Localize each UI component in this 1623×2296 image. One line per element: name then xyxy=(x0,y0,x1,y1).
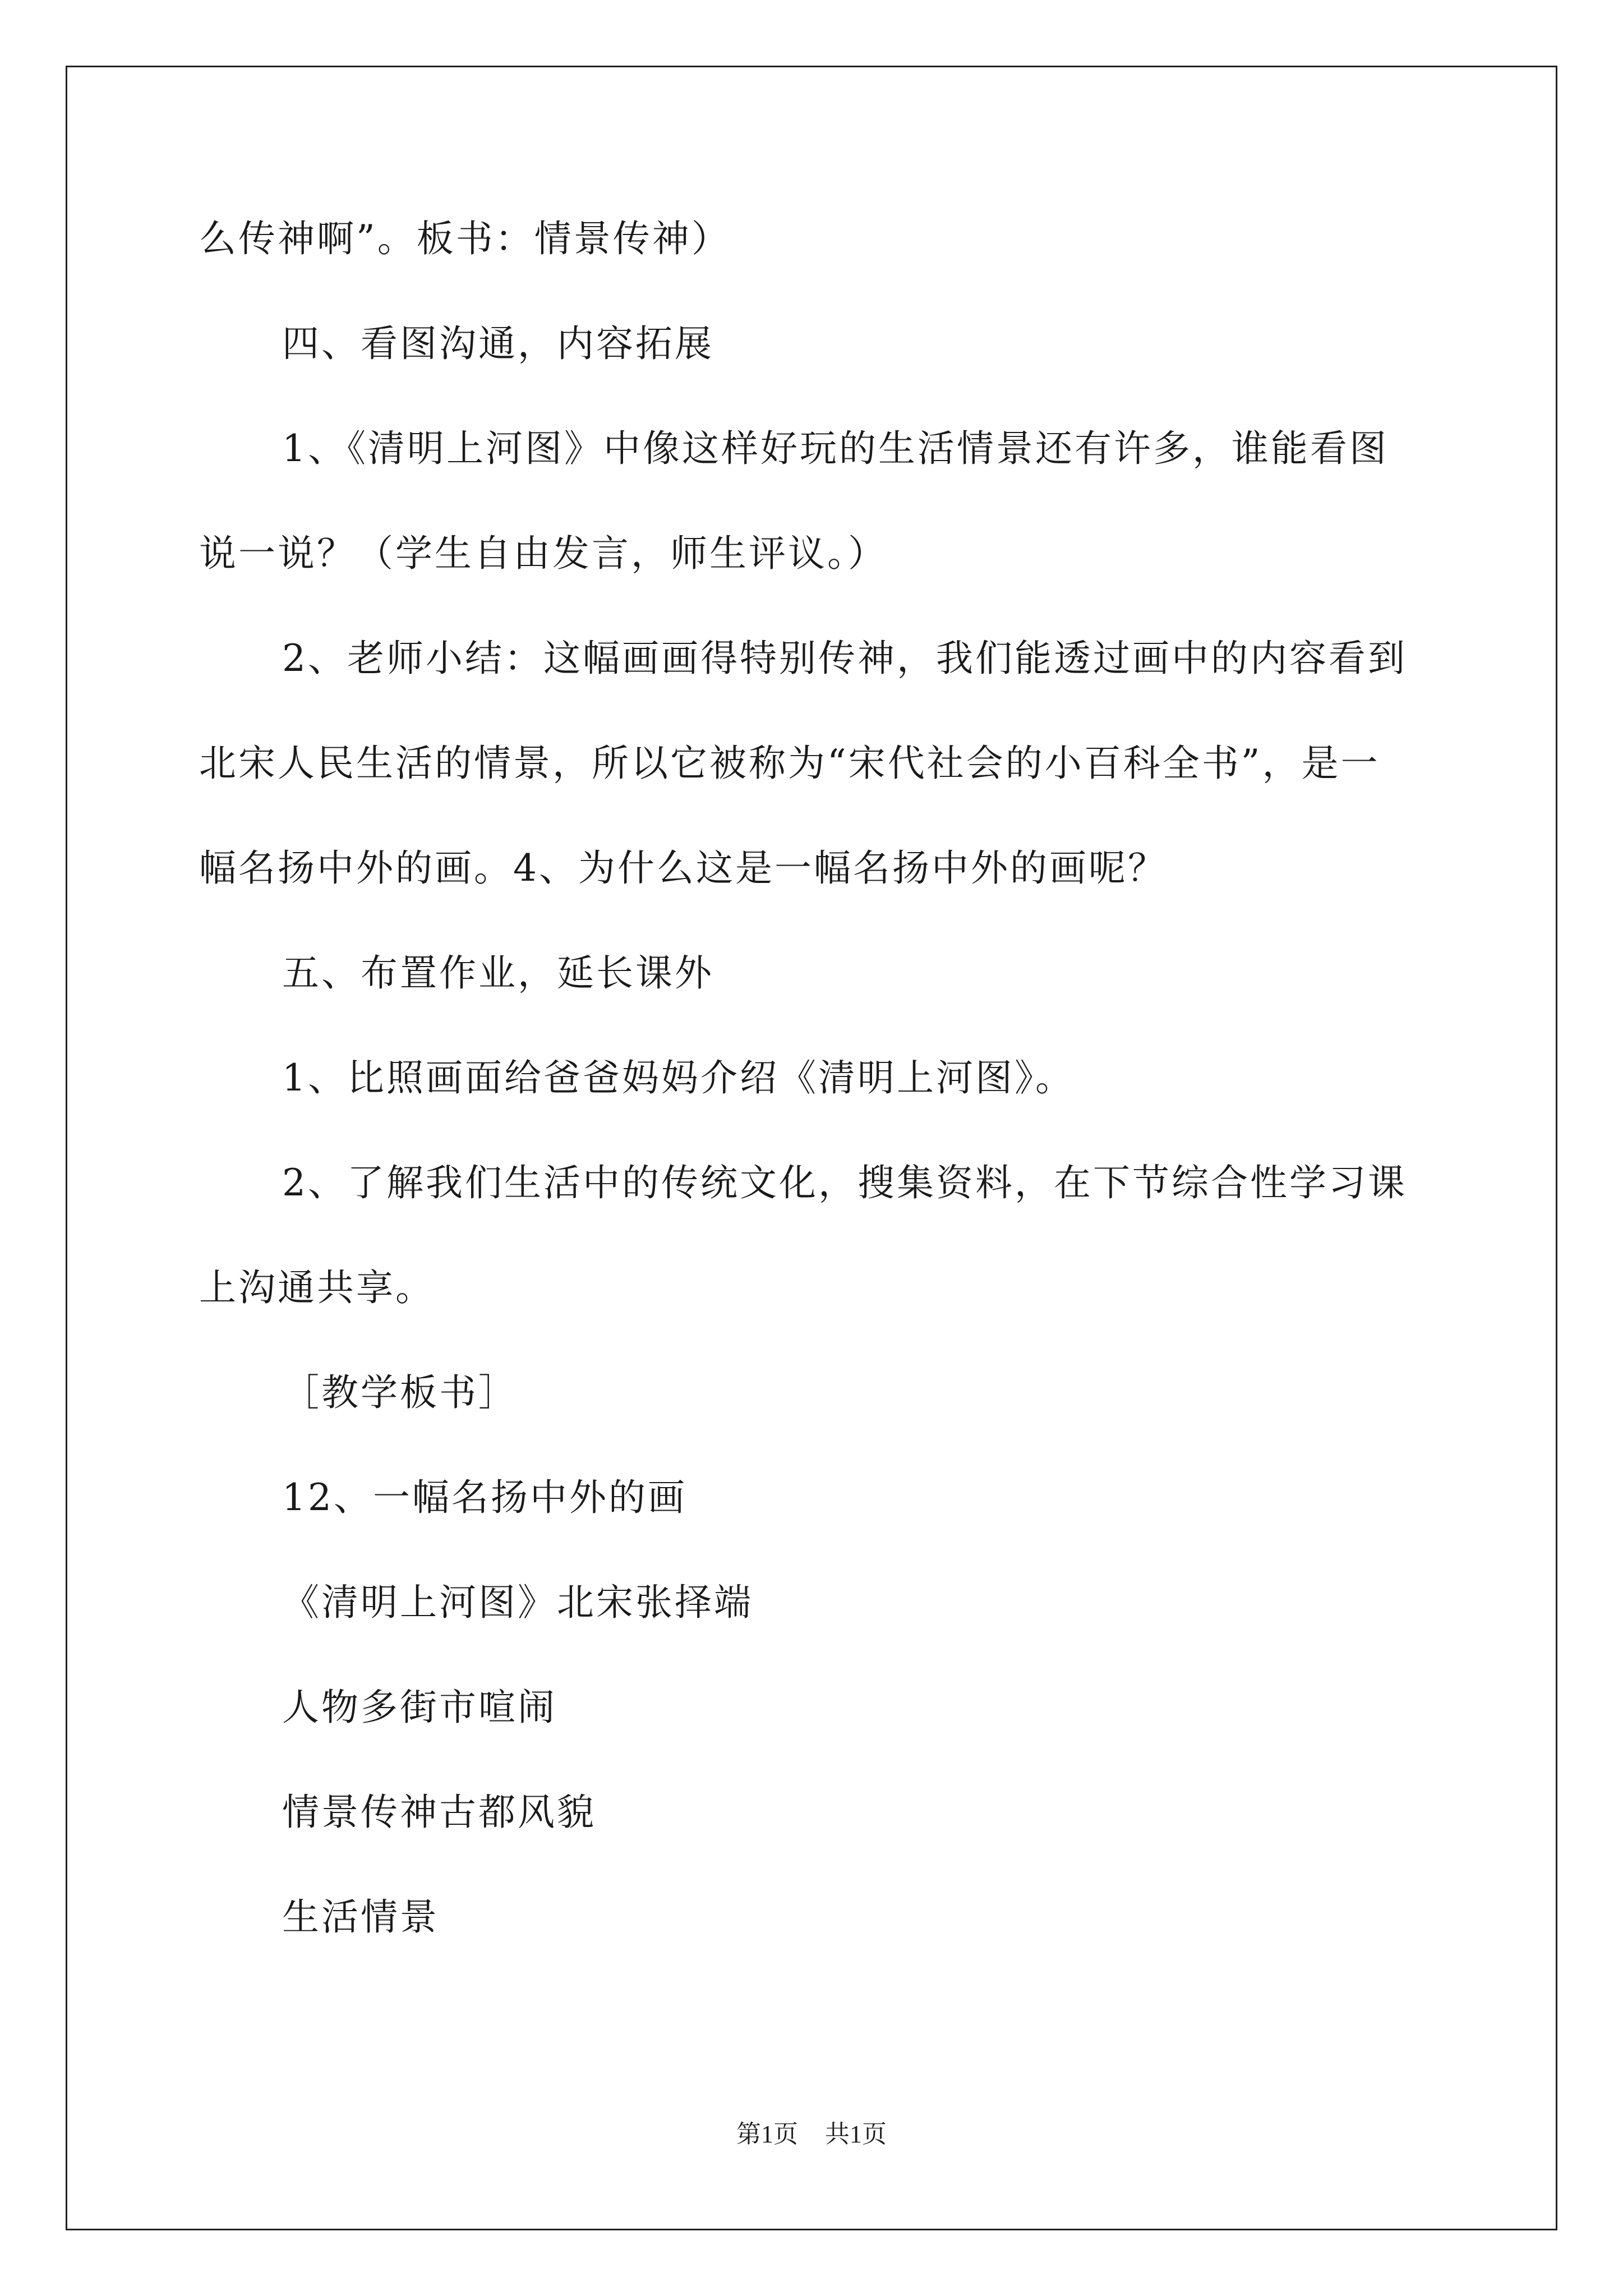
page-number: 第1页 xyxy=(736,2120,798,2148)
text-line: 2、老师小结：这幅画画得特别传神，我们能透过画中的内容看到 xyxy=(282,637,1407,680)
text-line: 上沟通共享。 xyxy=(199,1266,435,1309)
page-total: 共1页 xyxy=(825,2120,887,2148)
section-heading: 五、布置作业，延长课外 xyxy=(282,951,714,995)
text-line: 1、比照画面给爸爸妈妈介绍《清明上河图》。 xyxy=(282,1056,1075,1099)
document-body xyxy=(199,213,1438,1996)
text-line: 么传神啊”。板书：情景传神） xyxy=(199,217,731,260)
board-line: 生活情景 xyxy=(282,1895,439,1939)
section-heading: 四、看图沟通，内容拓展 xyxy=(282,322,714,365)
board-line: 12、一幅名扬中外的画 xyxy=(282,1476,687,1519)
board-heading: ［教学板书］ xyxy=(282,1371,518,1414)
text-line: 1、《清明上河图》中像这样好玩的生活情景还有许多，谁能看图 xyxy=(282,427,1389,470)
text-line: 幅名扬中外的画。4、为什么这是一幅名扬中外的画呢？ xyxy=(199,846,1167,890)
text-line: 北宋人民生活的情景，所以它被称为“宋代社会的小百科全书”，是一 xyxy=(199,742,1380,785)
text-line: 2、了解我们生活中的传统文化，搜集资料，在下节综合性学习课 xyxy=(282,1161,1407,1204)
text-line: 说一说？（学生自由发言，师生评议。） xyxy=(199,532,887,575)
board-line: 情景传神古都风貌 xyxy=(282,1791,596,1834)
page-footer xyxy=(0,2118,1623,2151)
board-line: 《清明上河图》北宋张择端 xyxy=(282,1581,753,1624)
board-line: 人物多街市喧闹 xyxy=(282,1686,557,1729)
